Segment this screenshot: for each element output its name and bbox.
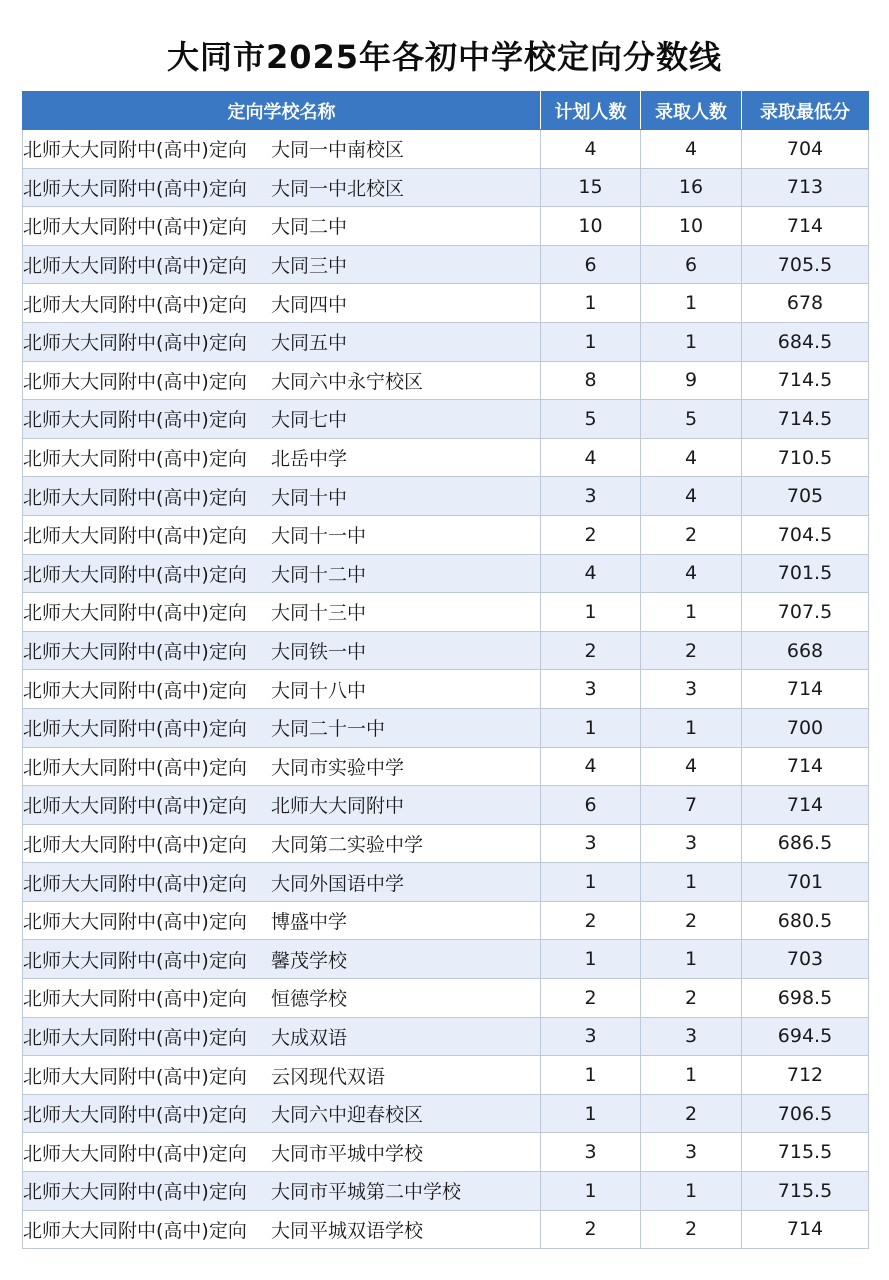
cell-admitted-count: 4 <box>641 438 742 477</box>
cell-min-score: 686.5 <box>742 824 869 863</box>
table-header-row <box>23 92 869 130</box>
table-row <box>23 940 869 979</box>
junior-school-name: 大同七中 <box>271 409 348 432</box>
cell-min-score: 715.5 <box>742 1172 869 1211</box>
directed-program-label: 北师大大同附中(高中)定向 <box>23 525 247 548</box>
cell-admitted-count: 1 <box>641 1056 742 1095</box>
cell-school-name <box>23 322 541 361</box>
junior-school-name: 大同平城双语学校 <box>271 1219 424 1242</box>
directed-program-label: 北师大大同附中(高中)定向 <box>23 1181 247 1204</box>
cell-plan-count: 5 <box>541 400 641 439</box>
cell-min-score: 710.5 <box>742 438 869 477</box>
junior-school-name: 云冈现代双语 <box>271 1065 386 1088</box>
directed-program-label: 北师大大同附中(高中)定向 <box>23 370 247 393</box>
cell-admitted-count: 1 <box>641 284 742 323</box>
cell-school-name <box>23 438 541 477</box>
cell-school-name <box>23 1133 541 1172</box>
cell-school-name <box>23 631 541 670</box>
cell-plan-count: 4 <box>541 747 641 786</box>
cell-admitted-count: 2 <box>641 1094 742 1133</box>
cell-school-name <box>23 168 541 207</box>
table-row <box>23 245 869 284</box>
junior-school-name: 大同二十一中 <box>271 718 386 741</box>
cell-admitted-count: 16 <box>641 168 742 207</box>
cell-admitted-count: 3 <box>641 824 742 863</box>
directed-program-label: 北师大大同附中(高中)定向 <box>23 679 247 702</box>
cell-plan-count: 4 <box>541 438 641 477</box>
junior-school-name: 大同六中迎春校区 <box>271 1104 424 1127</box>
cell-school-name <box>23 284 541 323</box>
page-title: 大同市2025年各初中学校定向分数线 <box>166 38 723 76</box>
cell-min-score: 714 <box>742 207 869 246</box>
junior-school-name: 大同铁一中 <box>271 641 367 664</box>
table-row <box>23 477 869 516</box>
cell-plan-count: 6 <box>541 245 641 284</box>
junior-school-name: 博盛中学 <box>271 911 348 934</box>
table-row <box>23 863 869 902</box>
junior-school-name: 大同市实验中学 <box>271 756 405 779</box>
directed-program-label: 北师大大同附中(高中)定向 <box>23 795 247 818</box>
cell-school-name <box>23 1094 541 1133</box>
cell-min-score: 668 <box>742 631 869 670</box>
cell-min-score: 700 <box>742 708 869 747</box>
cell-school-name <box>23 901 541 940</box>
cell-school-name <box>23 477 541 516</box>
table-row <box>23 708 869 747</box>
cell-school-name <box>23 1210 541 1249</box>
table-row <box>23 1133 869 1172</box>
cell-min-score: 714.5 <box>742 400 869 439</box>
cell-min-score: 707.5 <box>742 593 869 632</box>
cell-min-score: 680.5 <box>742 901 869 940</box>
cell-min-score: 694.5 <box>742 1017 869 1056</box>
junior-school-name: 大同市平城第二中学校 <box>271 1181 462 1204</box>
cell-admitted-count: 1 <box>641 1172 742 1211</box>
directed-program-label: 北师大大同附中(高中)定向 <box>23 293 247 316</box>
header-plan-count: 计划人数 <box>541 92 641 130</box>
table-row <box>23 361 869 400</box>
junior-school-name: 馨茂学校 <box>271 949 348 972</box>
table-row <box>23 901 869 940</box>
junior-school-name: 大同二中 <box>271 216 348 239</box>
cell-plan-count: 3 <box>541 670 641 709</box>
cell-school-name <box>23 670 541 709</box>
directed-program-label: 北师大大同附中(高中)定向 <box>23 448 247 471</box>
cell-admitted-count: 4 <box>641 477 742 516</box>
directed-program-label: 北师大大同附中(高中)定向 <box>23 255 247 278</box>
junior-school-name: 大同十三中 <box>271 602 367 625</box>
directed-program-label: 北师大大同附中(高中)定向 <box>23 139 247 162</box>
junior-school-name: 大同一中北校区 <box>271 177 405 200</box>
directed-program-label: 北师大大同附中(高中)定向 <box>23 332 247 355</box>
cell-admitted-count: 5 <box>641 400 742 439</box>
cell-plan-count: 4 <box>541 130 641 169</box>
table-row <box>23 824 869 863</box>
cell-min-score: 713 <box>742 168 869 207</box>
cell-plan-count: 1 <box>541 940 641 979</box>
junior-school-name: 大同一中南校区 <box>271 139 405 162</box>
cell-min-score: 701.5 <box>742 554 869 593</box>
table-row <box>23 631 869 670</box>
cell-plan-count: 3 <box>541 1133 641 1172</box>
cell-admitted-count: 2 <box>641 1210 742 1249</box>
junior-school-name: 大同四中 <box>271 293 348 316</box>
table-row <box>23 554 869 593</box>
table-row <box>23 593 869 632</box>
cell-plan-count: 3 <box>541 1017 641 1056</box>
cell-school-name <box>23 786 541 825</box>
cell-admitted-count: 3 <box>641 1017 742 1056</box>
cell-school-name <box>23 130 541 169</box>
cell-plan-count: 1 <box>541 863 641 902</box>
cell-plan-count: 8 <box>541 361 641 400</box>
cell-admitted-count: 1 <box>641 593 742 632</box>
cell-min-score: 714 <box>742 747 869 786</box>
cell-min-score: 714.5 <box>742 361 869 400</box>
cell-plan-count: 2 <box>541 979 641 1018</box>
cell-admitted-count: 4 <box>641 130 742 169</box>
cell-min-score: 701 <box>742 863 869 902</box>
cell-school-name <box>23 863 541 902</box>
cell-plan-count: 6 <box>541 786 641 825</box>
cell-min-score: 714 <box>742 786 869 825</box>
cell-admitted-count: 3 <box>641 670 742 709</box>
cell-min-score: 714 <box>742 670 869 709</box>
table-row <box>23 1056 869 1095</box>
cell-min-score: 704.5 <box>742 515 869 554</box>
cell-plan-count: 3 <box>541 477 641 516</box>
cell-min-score: 684.5 <box>742 322 869 361</box>
cell-admitted-count: 2 <box>641 631 742 670</box>
table-row <box>23 515 869 554</box>
directed-program-label: 北师大大同附中(高中)定向 <box>23 756 247 779</box>
header-admitted-count: 录取人数 <box>641 92 742 130</box>
table-row <box>23 1210 869 1249</box>
directed-program-label: 北师大大同附中(高中)定向 <box>23 177 247 200</box>
cell-admitted-count: 4 <box>641 554 742 593</box>
junior-school-name: 大同十中 <box>271 486 348 509</box>
cell-admitted-count: 1 <box>641 322 742 361</box>
table-row <box>23 747 869 786</box>
cell-plan-count: 10 <box>541 207 641 246</box>
cell-school-name <box>23 1017 541 1056</box>
junior-school-name: 恒德学校 <box>271 988 348 1011</box>
table-row <box>23 130 869 169</box>
cell-min-score: 703 <box>742 940 869 979</box>
table-row <box>23 400 869 439</box>
cell-admitted-count: 6 <box>641 245 742 284</box>
cell-admitted-count: 1 <box>641 940 742 979</box>
table-row <box>23 786 869 825</box>
cell-school-name <box>23 593 541 632</box>
cell-school-name <box>23 245 541 284</box>
cell-school-name <box>23 207 541 246</box>
cell-min-score: 712 <box>742 1056 869 1095</box>
junior-school-name: 大同三中 <box>271 255 348 278</box>
table-row <box>23 207 869 246</box>
cell-plan-count: 2 <box>541 515 641 554</box>
cell-min-score: 678 <box>742 284 869 323</box>
junior-school-name: 大同十八中 <box>271 679 367 702</box>
cell-school-name <box>23 400 541 439</box>
junior-school-name: 大同十一中 <box>271 525 367 548</box>
cell-school-name <box>23 747 541 786</box>
cell-min-score: 698.5 <box>742 979 869 1018</box>
table-row <box>23 284 869 323</box>
table-row <box>23 979 869 1018</box>
directed-program-label: 北师大大同附中(高中)定向 <box>23 409 247 432</box>
directed-program-label: 北师大大同附中(高中)定向 <box>23 641 247 664</box>
directed-program-label: 北师大大同附中(高中)定向 <box>23 949 247 972</box>
table-row <box>23 168 869 207</box>
cell-min-score: 705 <box>742 477 869 516</box>
directed-program-label: 北师大大同附中(高中)定向 <box>23 1026 247 1049</box>
junior-school-name: 北师大大同附中 <box>271 795 405 818</box>
cell-admitted-count: 1 <box>641 863 742 902</box>
directed-program-label: 北师大大同附中(高中)定向 <box>23 1104 247 1127</box>
header-school-name: 定向学校名称 <box>23 92 541 130</box>
directed-program-label: 北师大大同附中(高中)定向 <box>23 718 247 741</box>
cell-admitted-count: 1 <box>641 708 742 747</box>
table-row <box>23 1017 869 1056</box>
cell-min-score: 706.5 <box>742 1094 869 1133</box>
table-row <box>23 1094 869 1133</box>
cell-min-score: 704 <box>742 130 869 169</box>
cell-plan-count: 2 <box>541 631 641 670</box>
cell-admitted-count: 7 <box>641 786 742 825</box>
directed-program-label: 北师大大同附中(高中)定向 <box>23 486 247 509</box>
cell-school-name <box>23 361 541 400</box>
directed-program-label: 北师大大同附中(高中)定向 <box>23 216 247 239</box>
cell-admitted-count: 9 <box>641 361 742 400</box>
directed-program-label: 北师大大同附中(高中)定向 <box>23 872 247 895</box>
junior-school-name: 大同第二实验中学 <box>271 833 424 856</box>
table-row <box>23 438 869 477</box>
cell-admitted-count: 2 <box>641 979 742 1018</box>
cell-plan-count: 2 <box>541 901 641 940</box>
directed-program-label: 北师大大同附中(高中)定向 <box>23 911 247 934</box>
junior-school-name: 大同市平城中学校 <box>271 1142 424 1165</box>
table-row <box>23 670 869 709</box>
directed-program-label: 北师大大同附中(高中)定向 <box>23 1142 247 1165</box>
directed-program-label: 北师大大同附中(高中)定向 <box>23 833 247 856</box>
directed-program-label: 北师大大同附中(高中)定向 <box>23 563 247 586</box>
cell-admitted-count: 2 <box>641 515 742 554</box>
junior-school-name: 大同六中永宁校区 <box>271 370 424 393</box>
junior-school-name: 北岳中学 <box>271 448 348 471</box>
header-min-score: 录取最低分 <box>742 92 869 130</box>
cell-admitted-count: 4 <box>641 747 742 786</box>
junior-school-name: 大同十二中 <box>271 563 367 586</box>
junior-school-name: 大同外国语中学 <box>271 872 405 895</box>
table-row <box>23 322 869 361</box>
junior-school-name: 大同五中 <box>271 332 348 355</box>
cell-school-name <box>23 708 541 747</box>
directed-program-label: 北师大大同附中(高中)定向 <box>23 602 247 625</box>
cell-min-score: 715.5 <box>742 1133 869 1172</box>
cell-school-name <box>23 979 541 1018</box>
table-row <box>23 1172 869 1211</box>
cell-plan-count: 15 <box>541 168 641 207</box>
table-body <box>23 130 869 1249</box>
directed-program-label: 北师大大同附中(高中)定向 <box>23 1219 247 1242</box>
cell-plan-count: 1 <box>541 708 641 747</box>
cell-admitted-count: 2 <box>641 901 742 940</box>
score-table <box>22 91 869 1249</box>
cell-school-name <box>23 940 541 979</box>
cell-plan-count: 1 <box>541 1172 641 1211</box>
cell-min-score: 714 <box>742 1210 869 1249</box>
cell-plan-count: 1 <box>541 322 641 361</box>
directed-program-label: 北师大大同附中(高中)定向 <box>23 1065 247 1088</box>
cell-plan-count: 1 <box>541 284 641 323</box>
junior-school-name: 大成双语 <box>271 1026 348 1049</box>
cell-school-name <box>23 1056 541 1095</box>
cell-school-name <box>23 515 541 554</box>
cell-school-name <box>23 824 541 863</box>
cell-plan-count: 3 <box>541 824 641 863</box>
cell-admitted-count: 10 <box>641 207 742 246</box>
cell-school-name <box>23 1172 541 1211</box>
cell-plan-count: 4 <box>541 554 641 593</box>
cell-school-name <box>23 554 541 593</box>
cell-plan-count: 1 <box>541 593 641 632</box>
cell-plan-count: 1 <box>541 1056 641 1095</box>
cell-plan-count: 2 <box>541 1210 641 1249</box>
directed-program-label: 北师大大同附中(高中)定向 <box>23 988 247 1011</box>
cell-min-score: 705.5 <box>742 245 869 284</box>
cell-admitted-count: 3 <box>641 1133 742 1172</box>
cell-plan-count: 1 <box>541 1094 641 1133</box>
